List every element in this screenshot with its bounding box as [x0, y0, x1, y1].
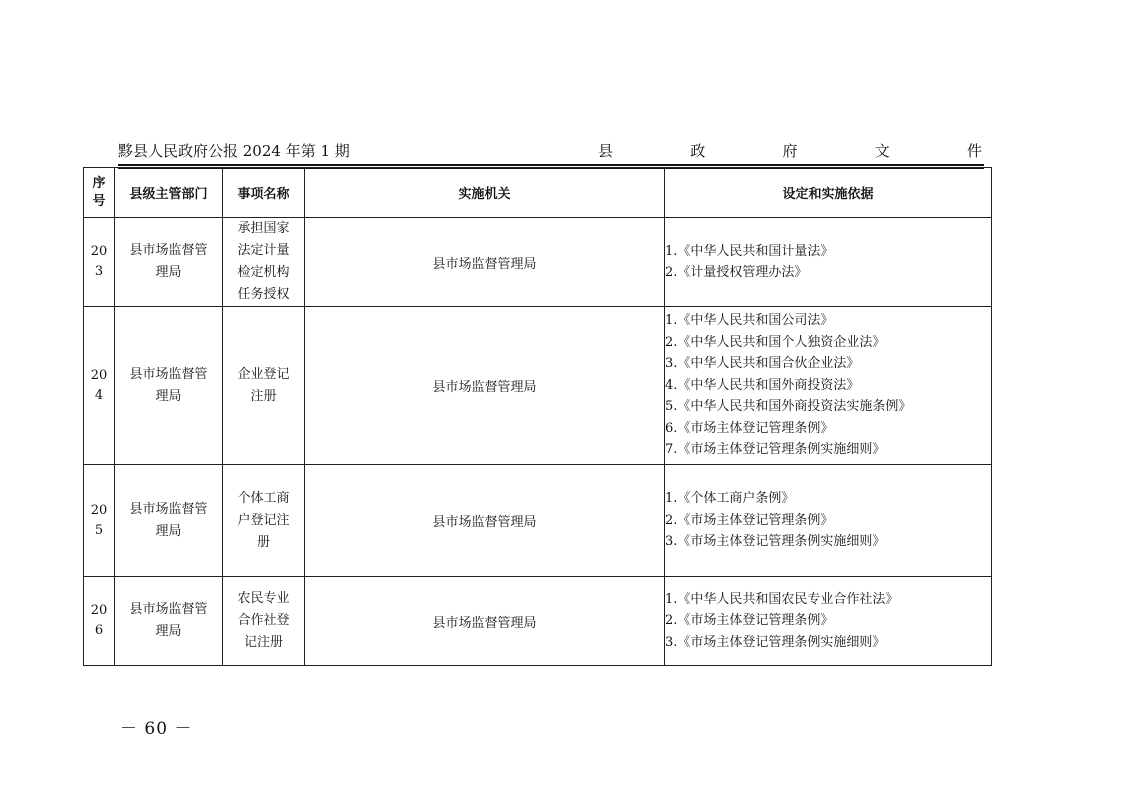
table-row — [84, 307, 992, 465]
column-header-dept: 县级主管部门 — [115, 168, 223, 218]
section-char: 县 — [598, 142, 614, 160]
basis-item: 1.《中华人民共和国公司法》 — [665, 313, 834, 329]
table-header-row — [84, 168, 992, 218]
row-seq: 20 6 — [84, 577, 115, 666]
table-row — [84, 577, 992, 666]
row-basis — [665, 465, 992, 577]
column-header-org: 实施机关 — [305, 168, 665, 218]
section-char: 件 — [966, 142, 982, 160]
items-table — [83, 167, 992, 666]
column-header-seq: 序 号 — [84, 168, 115, 218]
row-seq: 20 5 — [84, 465, 115, 577]
basis-item: 1.《个体工商户条例》 — [665, 491, 795, 507]
basis-item: 1.《中华人民共和国计量法》 — [665, 243, 834, 259]
row-item-name: 企业登记 注册 — [223, 307, 305, 465]
row-dept: 县市场监督管 理局 — [115, 465, 223, 577]
basis-item: 2.《市场主体登记管理条例》 — [665, 512, 834, 528]
column-header-item: 事项名称 — [223, 168, 305, 218]
row-item-name: 个体工商 户登记注 册 — [223, 465, 305, 577]
basis-item: 7.《市场主体登记管理条例实施细则》 — [665, 442, 886, 458]
row-org: 县市场监督管理局 — [305, 465, 665, 577]
section-char: 政 — [690, 142, 706, 160]
basis-item: 2.《计量授权管理办法》 — [665, 265, 808, 280]
section-char: 文 — [874, 142, 890, 160]
basis-item: 5.《中华人民共和国外商投资法实施条例》 — [665, 399, 912, 415]
publication-title: 黟县人民政府公报 2024 年第 1 期 — [118, 142, 350, 160]
row-item-name: 农民专业 合作社登 记注册 — [223, 577, 305, 666]
header-rule-thick — [118, 164, 984, 166]
basis-item: 1.《中华人民共和国农民专业合作社法》 — [665, 591, 899, 607]
row-dept: 县市场监督管 理局 — [115, 307, 223, 465]
column-header-basis: 设定和实施依据 — [665, 168, 992, 218]
row-basis — [665, 218, 992, 307]
page-number: － 60 － — [120, 719, 193, 739]
row-dept: 县市场监督管 理局 — [115, 218, 223, 307]
row-seq: 20 4 — [84, 307, 115, 465]
row-basis — [665, 577, 992, 666]
table-row — [84, 218, 992, 307]
section-char: 府 — [782, 142, 798, 160]
row-org: 县市场监督管理局 — [305, 218, 665, 307]
row-dept: 县市场监督管 理局 — [115, 577, 223, 666]
row-org: 县市场监督管理局 — [305, 577, 665, 666]
row-item-name: 承担国家 法定计量 检定机构 任务授权 — [223, 218, 305, 307]
basis-item: 4.《中华人民共和国外商投资法》 — [665, 377, 860, 393]
row-org: 县市场监督管理局 — [305, 307, 665, 465]
table-row — [84, 465, 992, 577]
basis-item: 2.《市场主体登记管理条例》 — [665, 613, 834, 629]
row-basis — [665, 307, 992, 465]
basis-item: 3.《市场主体登记管理条例实施细则》 — [665, 534, 886, 550]
page-header — [118, 140, 982, 164]
basis-item: 3.《市场主体登记管理条例实施细则》 — [665, 634, 886, 650]
section-title — [598, 140, 982, 162]
row-seq: 20 3 — [84, 218, 115, 307]
basis-item: 2.《中华人民共和国个人独资企业法》 — [665, 334, 886, 350]
basis-item: 3.《中华人民共和国合伙企业法》 — [665, 356, 860, 372]
basis-item: 6.《市场主体登记管理条例》 — [665, 420, 834, 436]
